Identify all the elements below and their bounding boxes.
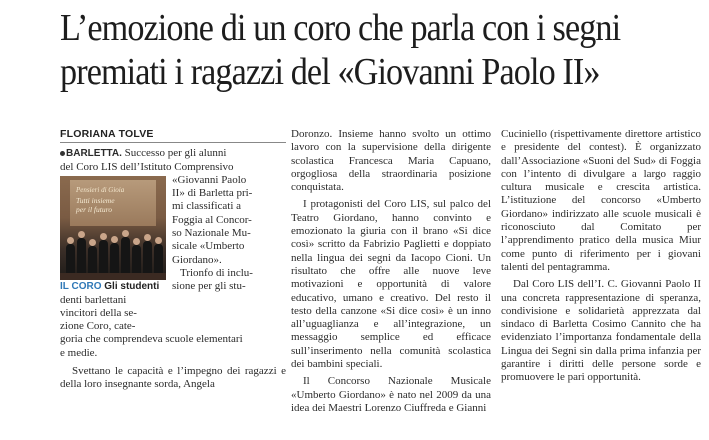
paragraph: Doronzo. Insieme hanno svolto un ottimo lavoro con la supervisione della dirigente scolastica Francesca Maria Capuano, orgogliosa della straordinaria posizione conquistata. xyxy=(291,128,491,194)
intro-line: Giordano». xyxy=(172,253,222,266)
caption-lead: IL CORO xyxy=(60,280,102,292)
choir-member xyxy=(77,238,86,274)
article-column-3 xyxy=(501,128,701,385)
choir-member xyxy=(99,240,108,274)
intro-line: zione Coro, cate- xyxy=(60,320,136,333)
headline xyxy=(60,6,636,94)
choir-member xyxy=(110,243,119,274)
choir-member xyxy=(143,241,152,274)
intro-line: Trionfo di inclu- xyxy=(180,266,253,279)
choir-member xyxy=(88,246,97,274)
intro-line: e medie. xyxy=(60,346,98,359)
byline: FLORIANA TOLVE xyxy=(60,128,286,143)
article-column-2 xyxy=(291,128,491,415)
intro-line: Successo per gli alunni xyxy=(124,147,227,160)
headline-line-1: L’emozione di un coro che parla con i segni xyxy=(60,7,621,49)
intro-line: sicale «Umberto xyxy=(172,240,245,253)
stage-poster xyxy=(70,180,156,226)
paragraph: Il Concorso Nazionale Musicale «Umberto Giordano» è nato nel 2009 da una idea dei Maestri Lorenzo Ciuffreda e Gianni xyxy=(291,375,491,414)
headline-line-2: premiati i ragazzi del «Giovanni Paolo II» xyxy=(60,51,600,93)
intro-line: denti barlettani xyxy=(60,293,127,306)
poster-text: Tutti insieme per il futuro xyxy=(76,195,115,214)
choir-group xyxy=(60,230,166,274)
intro-paragraph xyxy=(60,147,286,160)
bullet-icon xyxy=(60,151,65,156)
choir-member xyxy=(154,244,163,274)
intro-line: del Coro LIS dell’Istituto Comprensivo xyxy=(60,160,234,173)
choir-member xyxy=(132,245,141,274)
stage-floor xyxy=(60,273,166,280)
intro-line: sione per gli stu- xyxy=(172,280,246,293)
intro-line: so Nazionale Mu- xyxy=(172,227,251,240)
caption-text: Gli studenti xyxy=(104,280,160,292)
intro-line: goria che comprendeva scuole elementari xyxy=(60,333,243,346)
poster-title: Pensieri di Gioia xyxy=(76,185,125,194)
paragraph: Svettano le capacità e l’impegno dei ragazzi e della loro insegnante sorda, Angela xyxy=(60,365,286,391)
dateline: BARLETTA. xyxy=(66,148,122,160)
intro-line: vincitori della se- xyxy=(60,306,137,319)
paragraph: Dal Coro LIS dell’I. C. Giovanni Paolo II una concreta rappresentazione di speranza, condivisione e solidarietà apprezzata dal sindaco di Barletta Cosimo Cannito che ha evidenziato l’importanza fondamentale della Lingua dei Segni sin dalla prima infanzia per garantire i diritti delle persone sorde e promuovere le pari opportunità. xyxy=(501,278,701,384)
paragraph: Cuciniello (rispettivamente direttore artistico e presidente del contest). È organizzato dall’Associazione «Suoni del Sud» di Foggia con l’intento di divulgare a largo raggio cultura musicale e crescita artistica. L’istituzione del concorso «Umberto Giordano» indirizzato alle scuole musicali è riconosciuto dal Comitato per l’apprendimento pratico della musica Miur come punto di riferimento per i giovani talenti del pentagramma. xyxy=(501,128,701,273)
choir-member xyxy=(121,237,130,274)
choir-member xyxy=(66,244,75,274)
photo-caption xyxy=(60,281,166,293)
intro-line: mi classificati a xyxy=(172,200,242,213)
photo-box xyxy=(60,176,166,293)
intro-line: Foggia al Concor- xyxy=(172,213,252,226)
paragraph: I protagonisti del Coro LIS, sul palco del Teatro Giordano, hanno convinto e emozionato la giuria con il brano «Si dice così» scritto da Fabrizio Paglietti e doppiato nella lingua dei segni da Iacopo Cioni. Un risultato che offre alle nuove leve motivazioni e opportunità di valore educativo, umano e creativo. Del resto il testo della canzone «Si dice così» è un inno all’uguaglianza e all’integrazione, un messaggio semplice ed efficace sull’inserimento nella comunità scolastica dei bambini speciali. xyxy=(291,198,491,371)
intro-line: «Giovanni Paolo xyxy=(172,173,247,186)
article-column-1 xyxy=(60,128,286,392)
intro-line: II» di Barletta pri- xyxy=(172,187,253,200)
choir-photo xyxy=(60,176,166,280)
